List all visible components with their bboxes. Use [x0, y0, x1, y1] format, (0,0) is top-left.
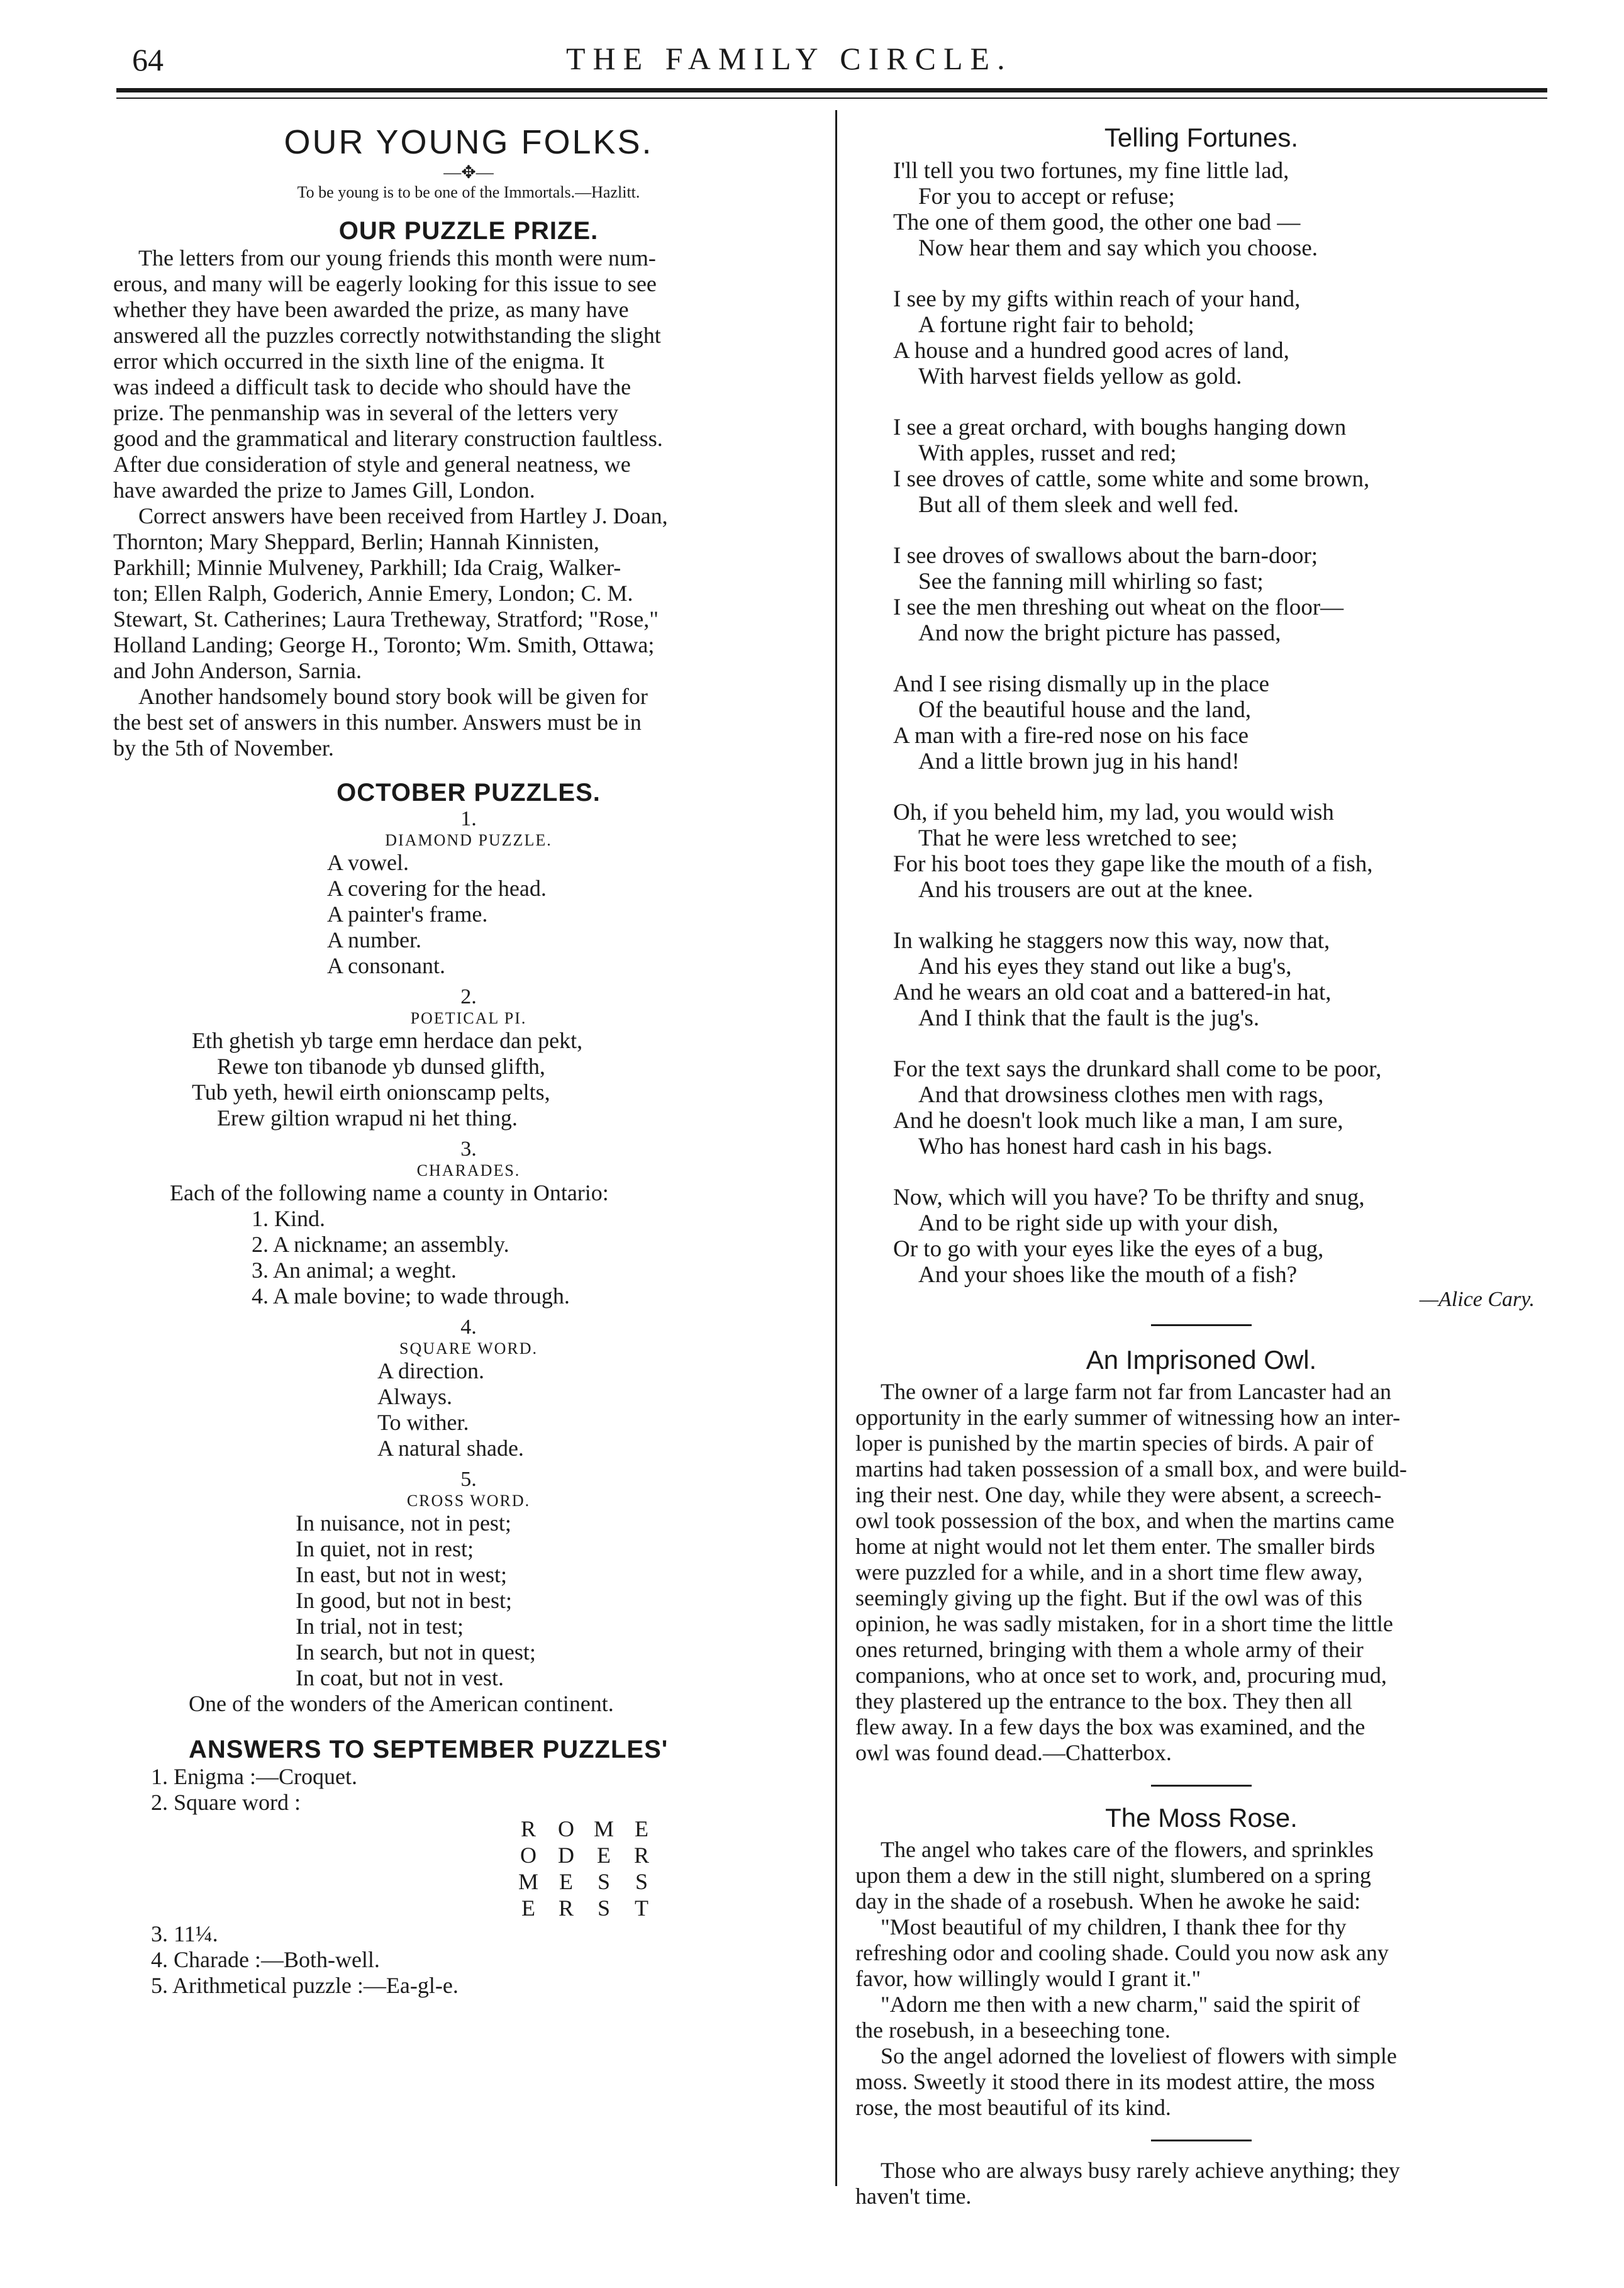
poem-line: And his trousers are out at the knee. [918, 877, 1254, 903]
puzzle-line: In quiet, not in rest; [296, 1536, 474, 1561]
grid-cell: O [520, 1843, 537, 1868]
puzzle-line: Tub yeth, hewil eirth onionscamp pelts, [192, 1080, 550, 1105]
owl-article [855, 1379, 1547, 1766]
text-line: The owner of a large farm not far from Lancaster had an [881, 1379, 1391, 1404]
puzzle-number: 5. [460, 1468, 477, 1491]
puzzle-line: 4. A male bovine; to wade through. [252, 1283, 570, 1309]
puzzle-line: Always. [377, 1384, 452, 1409]
header-rule-thin [116, 98, 1547, 99]
grid-cell: E [521, 1895, 535, 1921]
puzzle-label: CROSS WORD. [406, 1492, 531, 1510]
poem-line: I see a great orchard, with boughs hanging down [893, 415, 1347, 440]
text-line: favor, how willingly would I grant it." [855, 1966, 1201, 1991]
poem-line: And he wears an old coat and a battered-in hat, [893, 979, 1332, 1005]
poem-line: And now the bright picture has passed, [918, 620, 1281, 646]
poem-line: With harvest fields yellow as gold. [918, 364, 1242, 389]
puzzle-number: 2. [460, 985, 477, 1008]
poem-line: And he doesn't look much like a man, I am sure, [893, 1108, 1343, 1134]
text-line: moss. Sweetly it stood there in its modest attire, the moss [855, 2069, 1375, 2094]
puzzle-line: 3. An animal; a weght. [252, 1258, 457, 1283]
grid-cell: O [558, 1816, 574, 1841]
text-line: "Adorn me then with a new charm," said the spirit of [881, 1992, 1360, 2017]
poem-line: In walking he staggers now this way, now that, [893, 928, 1330, 954]
owl-title: An Imprisoned Owl. [1086, 1345, 1317, 1375]
poem-line: And to be right side up with your dish, [918, 1210, 1279, 1236]
text-line: Holland Landing; George H., Toronto; Wm. Smith, Ottawa; [113, 632, 655, 657]
square-word-grid [151, 1816, 824, 1921]
puzzle-label: POETICAL PI. [410, 1009, 527, 1027]
puzzle-line: Rewe ton tibanode yb dunsed glifth, [217, 1054, 545, 1079]
grid-cell: M [518, 1869, 538, 1894]
section-rule [1151, 1785, 1252, 1787]
grid-cell: R [520, 1816, 536, 1841]
diamond-puzzle [113, 850, 824, 979]
poem-line: And that drowsiness clothes men with rags, [918, 1082, 1324, 1108]
puzzle-line: 1. Kind. [252, 1206, 325, 1231]
poem-line: I see the men threshing out wheat on the floor— [893, 594, 1344, 620]
answer-line: 1. Enigma :—Croquet. [151, 1764, 357, 1789]
grid-cell: R [558, 1895, 574, 1921]
grid-cell: R [633, 1843, 649, 1868]
poem-line: And I see rising dismally up in the place [893, 671, 1270, 697]
text-line: rose, the most beautiful of its kind. [855, 2095, 1171, 2120]
page-number: 64 [132, 42, 164, 77]
text-line: the rosebush, in a beseeching tone. [855, 2017, 1171, 2043]
poem-line: A house and a hundred good acres of land, [893, 338, 1289, 364]
stanza [893, 286, 1547, 389]
poem-line: And a little brown jug in his hand! [918, 749, 1240, 774]
poem-line: The one of them good, the other one bad — [893, 209, 1301, 235]
cross-word [113, 1510, 824, 1691]
grid-cell: S [597, 1895, 611, 1921]
text-line: owl took possession of the box, and when the martins came [855, 1508, 1394, 1533]
poem-line: And your shoes like the mouth of a fish? [918, 1262, 1298, 1288]
poem-line: Oh, if you beheld him, my lad, you would wish [893, 800, 1334, 825]
puzzle-line: A natural shade. [377, 1436, 524, 1461]
grid-row [509, 1842, 824, 1868]
text-line: ton; Ellen Ralph, Goderich, Annie Emery, London; C. M. [113, 581, 633, 606]
text-line: seemingly giving up the fight. But if the owl was of this [855, 1585, 1362, 1610]
puzzle-line: A covering for the head. [327, 876, 547, 901]
answer-line: 5. Arithmetical puzzle :—Ea-gl-e. [151, 1973, 459, 1998]
section-rule [1151, 1324, 1252, 1326]
left-column [113, 123, 824, 1999]
text-line: erous, and many will be eagerly looking for this issue to see [113, 271, 657, 296]
text-line: The letters from our young friends this month were num- [138, 245, 656, 271]
young-folks-title: OUR YOUNG FOLKS. [284, 123, 653, 161]
poem-line: See the fanning mill whirling so fast; [918, 569, 1264, 594]
moss-rose-article [855, 1837, 1547, 2121]
text-line: So the angel adorned the loveliest of flowers with simple [881, 2043, 1397, 2068]
text-line: was indeed a difficult task to decide who should have the [113, 374, 631, 399]
poem-line: I'll tell you two fortunes, my fine little lad, [893, 158, 1289, 184]
text-line: answered all the puzzles correctly notwithstanding the slight [113, 323, 661, 348]
stanza [893, 671, 1547, 774]
epigraph: To be young is to be one of the Immortals.—Hazlitt. [297, 183, 640, 201]
text-line: error which occurred in the sixth line of the enigma. It [113, 349, 604, 374]
stanza [893, 800, 1547, 903]
poem-line: A man with a fire-red nose on his face [893, 723, 1249, 749]
stanza [893, 158, 1547, 261]
puzzle-line: A painter's frame. [327, 901, 488, 927]
ornament: —✥— [443, 163, 494, 182]
puzzle-prize-para2 [113, 503, 824, 684]
text-line: Correct answers have been received from Hartley J. Doan, [138, 503, 668, 528]
section-rule [1151, 2140, 1252, 2141]
poem-line: A fortune right fair to behold; [918, 312, 1194, 338]
puzzle-label: CHARADES. [416, 1161, 521, 1180]
telling-fortunes-title: Telling Fortunes. [1104, 123, 1299, 152]
puzzle-line: A vowel. [327, 850, 409, 875]
puzzle-line: In search, but not in quest; [296, 1639, 536, 1665]
answers-list [113, 1764, 824, 1999]
poem-line: With apples, russet and red; [918, 440, 1177, 466]
stanza [893, 1185, 1547, 1288]
october-puzzles-title: OCTOBER PUZZLES. [336, 779, 601, 806]
poem-line: I see by my gifts within reach of your hand, [893, 286, 1301, 312]
text-line: ing their nest. One day, while they were absent, a screech- [855, 1482, 1382, 1507]
grid-cell: S [635, 1869, 648, 1894]
poem [855, 158, 1547, 1288]
answers-title: ANSWERS TO SEPTEMBER PUZZLES' [189, 1736, 669, 1763]
text-line: Stewart, St. Catherines; Laura Tretheway, Stratford; "Rose," [113, 606, 659, 632]
poem-line: Now, which will you have? To be thrifty and snug, [893, 1185, 1365, 1210]
cross-word-closing: One of the wonders of the American continent. [189, 1691, 614, 1716]
charades [113, 1206, 824, 1309]
text-line: opinion, he was sadly mistaken, for in a short time the little [855, 1611, 1393, 1636]
text-line: The angel who takes care of the flowers, and sprinkles [881, 1837, 1374, 1862]
grid-cell: M [593, 1816, 614, 1841]
text-line: upon them a dew in the still night, slumbered on a spring [855, 1863, 1371, 1888]
puzzle-line: In nuisance, not in pest; [296, 1510, 511, 1536]
text-line: "Most beautiful of my children, I thank thee for thy [881, 1914, 1347, 1939]
puzzle-line: A number. [327, 927, 421, 952]
text-line: haven't time. [855, 2184, 972, 2209]
poem-line: And his eyes they stand out like a bug's, [918, 954, 1292, 979]
puzzle-prize-title: OUR PUZZLE PRIZE. [338, 217, 599, 245]
text-line: flew away. In a few days the box was examined, and the [855, 1714, 1365, 1739]
answer-line: 4. Charade :—Both-well. [151, 1947, 380, 1972]
puzzle-line: To wither. [377, 1410, 469, 1435]
poem-line: But all of them sleek and well fed. [918, 492, 1239, 518]
poem-line: Now hear them and say which you choose. [918, 235, 1318, 261]
stanza [893, 415, 1547, 518]
text-line: good and the grammatical and literary construction faultless. [113, 426, 663, 451]
answer-line: 3. 11¼. [151, 1921, 218, 1946]
poem-line: And I think that the fault is the jug's. [918, 1005, 1260, 1031]
puzzle-line: A direction. [377, 1358, 484, 1383]
poem-line: I see droves of swallows about the barn-door; [893, 543, 1318, 569]
puzzle-line: A consonant. [327, 953, 445, 978]
header-rule-thick [116, 88, 1547, 92]
text-line: owl was found dead.—Chatterbox. [855, 1740, 1172, 1765]
grid-cell: S [597, 1869, 611, 1894]
text-line: day in the shade of a rosebush. When he awoke he said: [855, 1889, 1361, 1914]
text-line: prize. The penmanship was in several of the letters very [113, 400, 619, 425]
puzzle-prize-para1 [113, 245, 824, 503]
puzzle-line: In coat, but not in vest. [296, 1665, 504, 1690]
puzzle-line: Eth ghetish yb targe emn herdace dan pekt, [192, 1028, 583, 1053]
text-line: home at night would not let them enter. The smaller birds [855, 1534, 1376, 1559]
text-line: and John Anderson, Sarnia. [113, 658, 362, 683]
answer-line: 2. Square word : [151, 1790, 301, 1815]
moss-rose-title: The Moss Rose. [1105, 1803, 1298, 1833]
grid-row [509, 1816, 824, 1842]
puzzle-line: In trial, not in test; [296, 1614, 464, 1639]
text-line: Parkhill; Minnie Mulveney, Parkhill; Ida Craig, Walker- [113, 555, 621, 580]
poem-line: Or to go with your eyes like the eyes of a bug, [893, 1236, 1324, 1262]
grid-row [509, 1895, 824, 1921]
column-divider [835, 110, 837, 2186]
puzzle-prize-para3 [113, 684, 824, 761]
text-line: by the 5th of November. [113, 735, 334, 761]
stanza [893, 928, 1547, 1031]
text-line: loper is punished by the martin species of birds. A pair of [855, 1431, 1374, 1456]
text-line: were puzzled for a while, and in a short time flew away, [855, 1560, 1363, 1585]
right-column [855, 123, 1547, 2209]
grid-cell: E [559, 1869, 573, 1894]
text-line: After due consideration of style and general neatness, we [113, 452, 631, 477]
puzzle-line: Erew giltion wrapud ni het thing. [217, 1105, 518, 1130]
text-line: martins had taken possession of a small box, and were build- [855, 1456, 1407, 1482]
puzzle-line: 2. A nickname; an assembly. [252, 1232, 509, 1257]
text-line: the best set of answers in this number. Answers must be in [113, 710, 642, 735]
text-line: Thornton; Mary Sheppard, Berlin; Hannah Kinnisten, [113, 529, 599, 554]
grid-cell: T [635, 1895, 648, 1921]
poem-author: —Alice Cary. [1419, 1288, 1535, 1311]
poem-line: I see droves of cattle, some white and some brown, [893, 466, 1370, 492]
closing-note [855, 2158, 1547, 2209]
poem-line: Of the beautiful house and the land, [918, 697, 1252, 723]
poem-line: For his boot toes they gape like the mouth of a fish, [893, 851, 1373, 877]
poetical-pi [113, 1028, 824, 1131]
text-line: companions, who at once set to work, and, procuring mud, [855, 1663, 1387, 1688]
puzzle-line: In east, but not in west; [296, 1562, 507, 1587]
stanza [893, 543, 1547, 646]
poem-line: Who has honest hard cash in his bags. [918, 1134, 1273, 1159]
charades-intro: Each of the following name a county in Ontario: [170, 1180, 609, 1205]
text-line: whether they have been awarded the prize, as many have [113, 297, 629, 322]
puzzle-label: DIAMOND PUZZLE. [385, 831, 552, 849]
text-line: they plastered up the entrance to the box. They then all [855, 1688, 1353, 1714]
text-line: refreshing odor and cooling shade. Could you now ask any [855, 1940, 1389, 1965]
puzzle-line: In good, but not in best; [296, 1588, 512, 1613]
text-line: opportunity in the early summer of witnessing how an inter- [855, 1405, 1401, 1430]
text-line: Those who are always busy rarely achieve anything; they [881, 2158, 1400, 2183]
stanza [893, 1056, 1547, 1159]
grid-row [509, 1868, 824, 1895]
grid-cell: E [597, 1843, 611, 1868]
grid-cell: D [558, 1843, 574, 1868]
square-word [113, 1358, 824, 1461]
running-title: THE FAMILY CIRCLE. [566, 41, 1013, 76]
puzzle-number: 4. [460, 1315, 477, 1339]
puzzle-number: 1. [460, 807, 477, 830]
text-line: Another handsomely bound story book will be given for [138, 684, 648, 709]
puzzle-label: SQUARE WORD. [399, 1339, 538, 1358]
grid-cell: E [635, 1816, 648, 1841]
text-line: have awarded the prize to James Gill, London. [113, 477, 535, 503]
poem-line: For the text says the drunkard shall come to be poor, [893, 1056, 1382, 1082]
puzzle-number: 3. [460, 1137, 477, 1161]
poem-line: For you to accept or refuse; [918, 184, 1175, 209]
poem-line: That he were less wretched to see; [918, 825, 1238, 851]
text-line: ones returned, bringing with them a whole army of their [855, 1637, 1364, 1662]
